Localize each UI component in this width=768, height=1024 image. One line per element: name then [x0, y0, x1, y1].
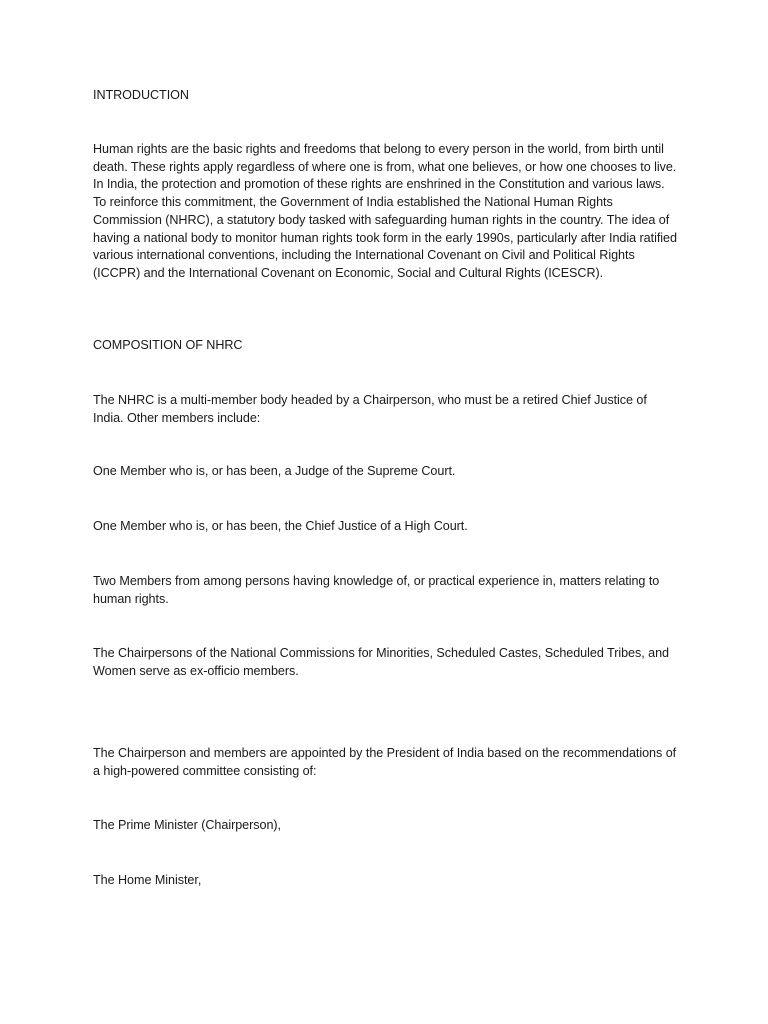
introduction-paragraph: Human rights are the basic rights and freedoms that belong to every person in the world, from birth until death. These rights apply regardless of where one is from, what one believes, or how one chooses to live. In India, the protection and promotion of these rights are enshrined in the Constitution and various laws. To reinforce this commitment, the Government of India established the National Human Rights Commission (NHRC), a statutory body tasked with safeguarding human rights in the country. The idea of having a national body to monitor human rights took form in the early 1990s, particularly after India ratified various international conventions, including the International Covenant on Civil and Political Rights (ICCPR) and the International Covenant on Economic, Social and Cultural Rights (ICESCR).: [93, 142, 677, 280]
composition-heading: COMPOSITION OF NHRC: [93, 338, 243, 352]
member-item-ex-officio-chairpersons: The Chairpersons of the National Commissions for Minorities, Scheduled Castes, Scheduled Tribes, and Women serve as ex-officio members.: [93, 646, 669, 678]
appointment-paragraph: The Chairperson and members are appointed by the President of India based on the recommendations of a high-powered committee consisting of:: [93, 746, 677, 778]
committee-item-home-minister: The Home Minister,: [93, 873, 202, 887]
committee-item-prime-minister: The Prime Minister (Chairperson),: [93, 818, 282, 832]
member-item-supreme-court-judge: One Member who is, or has been, a Judge of the Supreme Court.: [93, 464, 456, 478]
member-item-human-rights-experts: Two Members from among persons having knowledge of, or practical experience in, matters relating to human rights.: [93, 574, 660, 606]
composition-paragraph: The NHRC is a multi-member body headed by a Chairperson, who must be a retired Chief Justice of India. Other members include:: [93, 393, 647, 425]
member-item-high-court-chief-justice: One Member who is, or has been, the Chief Justice of a High Court.: [93, 519, 468, 533]
introduction-heading: INTRODUCTION: [93, 88, 189, 102]
